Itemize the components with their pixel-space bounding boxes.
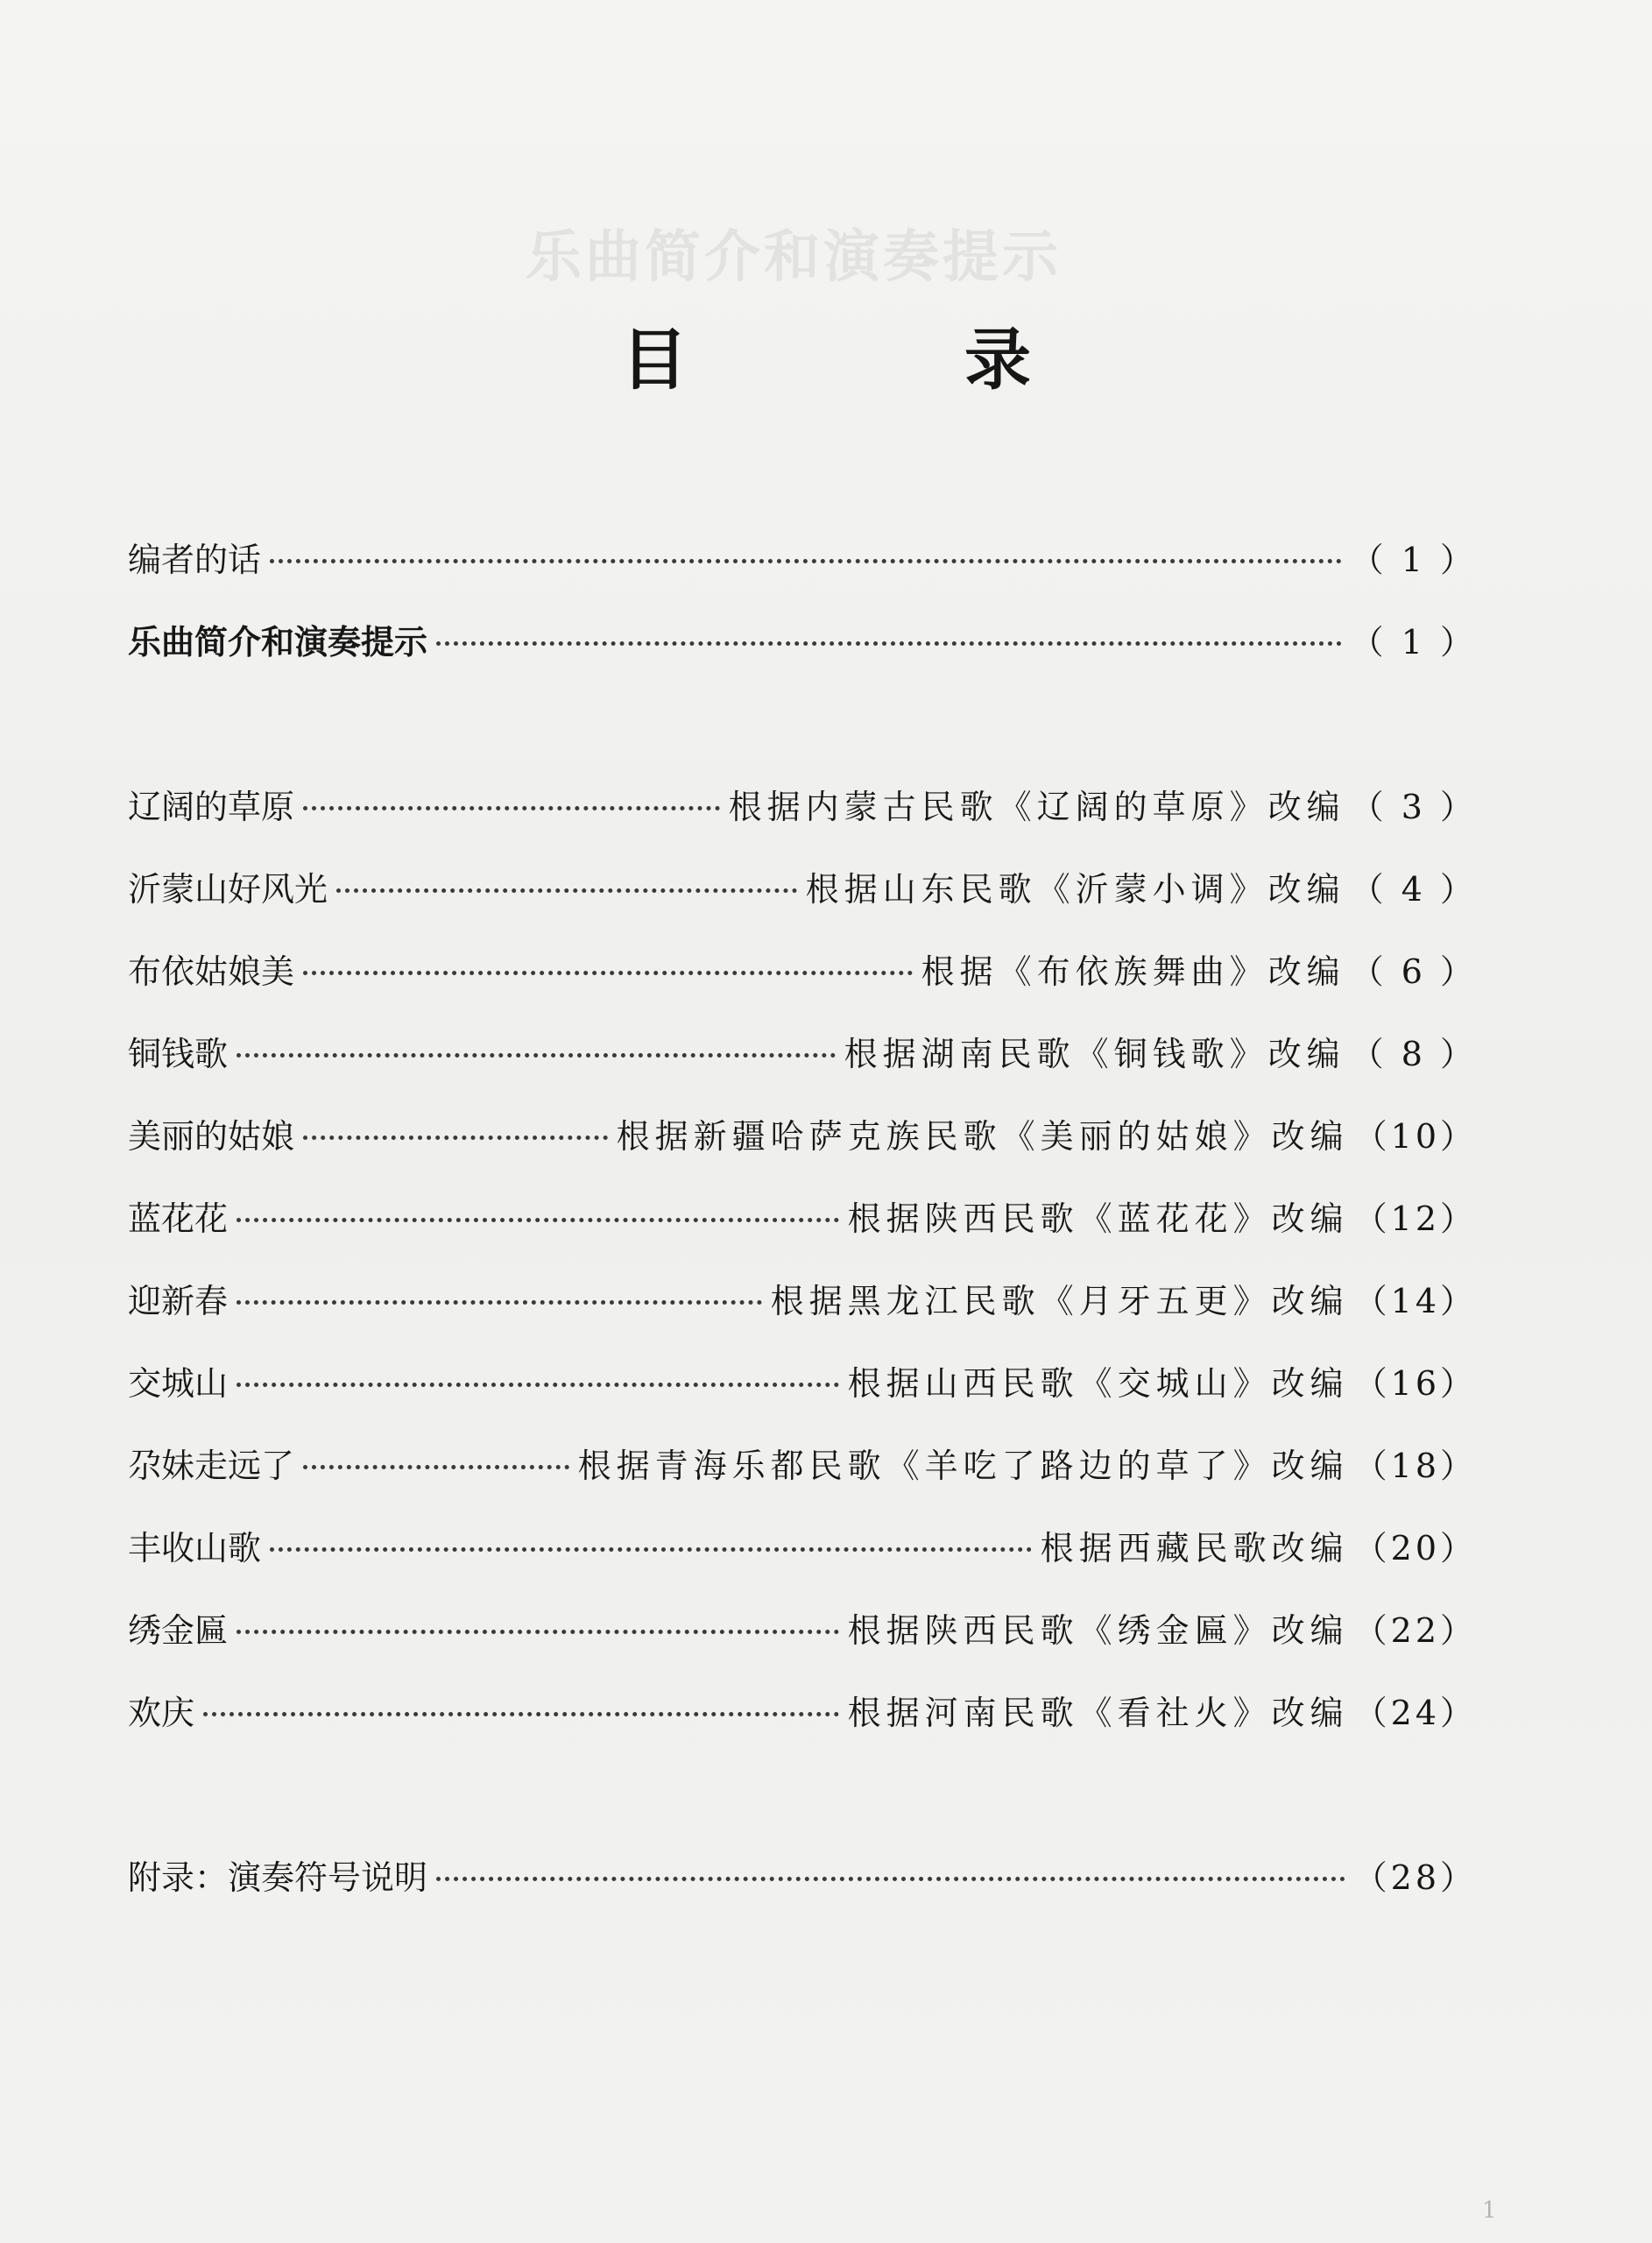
toc-entry-13[interactable] [128,1603,1477,1659]
toc-entry-page: （ 6 ） [1350,952,1477,991]
toc-entry-page: （ 1 ） [1350,623,1477,662]
toc-entry-title: 沂蒙山好风光 [128,870,328,909]
toc-entry-source: 根据《布依族舞曲》改编 [921,952,1345,991]
toc-entry-page: （18） [1353,1447,1477,1485]
toc-entry-title: 铜钱歌 [128,1035,229,1073]
leader-dots [436,615,1342,646]
leader-dots [237,1027,836,1058]
toc-entry-page: （ 1 ） [1350,541,1477,579]
toc-entry-source: 根据内蒙古民歌《辽阔的草原》改编 [728,788,1345,826]
toc-entry-4[interactable] [128,862,1477,918]
leader-dots [436,1850,1345,1881]
toc-entry-title: 绣金匾 [128,1611,229,1650]
bleed-through-heading: 乐曲简介和演奏提示 [526,225,1062,290]
page-title: 目 录 [621,321,1136,399]
toc-entry-intro[interactable] [128,615,1477,671]
leader-dots [237,1274,762,1305]
toc-entry-page: （24） [1353,1694,1477,1732]
toc-entry-editor-note[interactable] [128,533,1477,589]
toc-entry-11[interactable] [128,1439,1477,1495]
toc-entry-page: （22） [1353,1611,1477,1650]
toc-entry-page: （16） [1353,1364,1477,1403]
toc-entry-title: 丰收山歌 [128,1529,262,1567]
toc-entry-title: 编者的话 [128,541,262,579]
toc-entry-source: 根据青海乐都民歌《羊吃了路边的草了》改编 [577,1447,1349,1485]
leader-dots [270,533,1342,563]
leader-dots [303,780,720,810]
toc-entry-source: 根据陕西民歌《绣金匾》改编 [847,1611,1349,1650]
toc-entry-source: 根据新疆哈萨克族民歌《美丽的姑娘》改编 [616,1117,1349,1156]
toc-entry-page: （ 4 ） [1350,870,1477,909]
toc-entry-source: 根据河南民歌《看社火》改编 [847,1694,1349,1732]
toc-entry-page: （28） [1353,1858,1477,1897]
toc-entry-page: （ 8 ） [1350,1035,1477,1073]
toc-entry-source: 根据陕西民歌《蓝花花》改编 [847,1199,1349,1238]
leader-dots [336,862,797,893]
toc-entry-title: 欢庆 [128,1694,195,1732]
toc-entry-page: （14） [1353,1282,1477,1320]
toc-entry-title: 美丽的姑娘 [128,1117,295,1156]
toc-entry-title: 尕妹走远了 [128,1447,295,1485]
leader-dots [303,1109,608,1140]
toc-entry-page: （ 3 ） [1350,788,1477,826]
toc-entry-8[interactable] [128,1192,1477,1248]
toc-entry-title: 蓝花花 [128,1199,229,1238]
toc-entry-5[interactable] [128,945,1477,1001]
toc-entry-source: 根据黑龙江民歌《月牙五更》改编 [770,1282,1349,1320]
toc-entry-14[interactable] [128,1686,1477,1742]
leader-dots [237,1356,839,1387]
page-number: 1 [1482,2197,1497,2224]
leader-dots [237,1603,839,1634]
toc-entry-12[interactable] [128,1521,1477,1577]
toc-entry-page: （10） [1353,1117,1477,1156]
toc-entry-title: 辽阔的草原 [128,788,295,826]
toc-entry-title: 附录：演奏符号说明 [128,1858,428,1897]
toc-entry-source: 根据山东民歌《沂蒙小调》改编 [805,870,1345,909]
toc-entry-title: 布依姑娘美 [128,952,295,991]
toc-entry-9[interactable] [128,1274,1477,1330]
leader-dots [270,1521,1032,1552]
toc-entry-6[interactable] [128,1027,1477,1083]
toc-entry-page: （20） [1353,1529,1477,1567]
toc-entry-appendix[interactable] [128,1850,1477,1907]
toc-entry-source: 根据湖南民歌《铜钱歌》改编 [844,1035,1345,1073]
leader-dots [303,945,913,975]
toc-entry-10[interactable] [128,1356,1477,1412]
leader-dots [237,1192,839,1222]
toc-entry-source: 根据西藏民歌改编 [1040,1529,1349,1567]
toc-entry-title: 交城山 [128,1364,229,1403]
toc-entry-source: 根据山西民歌《交城山》改编 [847,1364,1349,1403]
toc-entry-title: 乐曲简介和演奏提示 [128,623,428,662]
leader-dots [303,1439,569,1469]
toc-entry-3[interactable] [128,780,1477,836]
leader-dots [203,1686,839,1716]
toc-entry-title: 迎新春 [128,1282,229,1320]
toc-entry-page: （12） [1353,1199,1477,1238]
toc-entry-7[interactable] [128,1109,1477,1165]
